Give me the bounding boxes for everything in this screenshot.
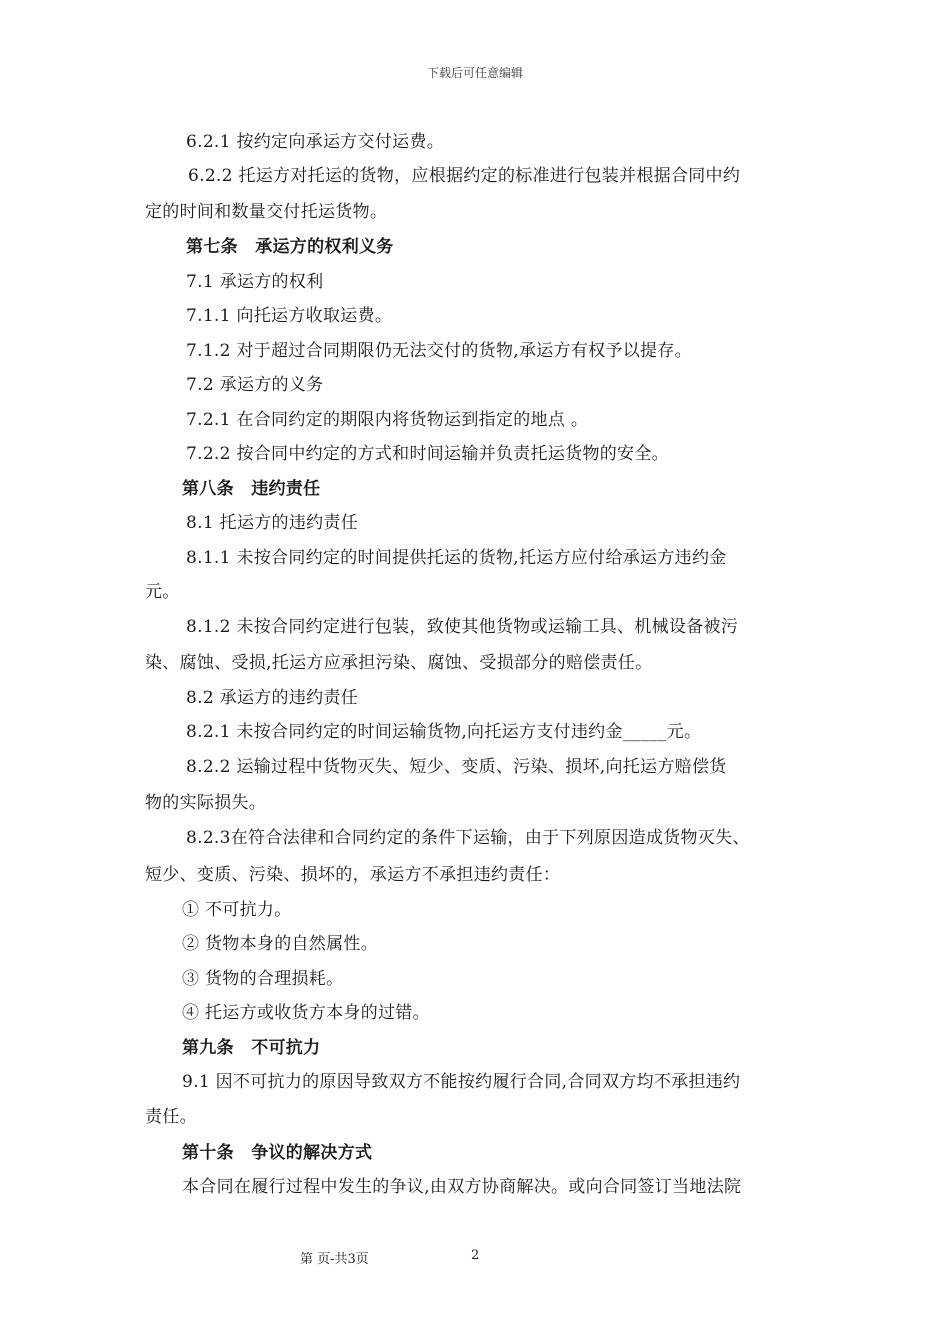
clause-7-2-1: 7.2.1 在合同约定的期限内将货物运到指定的地点 。 [186, 410, 589, 430]
clause-8-1-2-cont: 染、腐蚀、受损,托运方应承担污染、腐蚀、受损部分的赔偿责任。 [145, 653, 653, 673]
exemption-item-1: ① 不可抗力。 [182, 900, 292, 920]
clause-7-1-2: 7.1.2 对于超过合同期限仍无法交付的货物,承运方有权予以提存。 [186, 341, 692, 361]
exemption-item-3: ③ 货物的合理损耗。 [182, 969, 344, 989]
clause-6-2-2: 6.2.2 托运方对托运的货物，应根据约定的标准进行包装并根据合同中约 [188, 166, 741, 186]
clause-7-1-1: 7.1.1 向托运方收取运费。 [186, 306, 393, 326]
exemption-item-2: ② 货物本身的自然属性。 [182, 934, 379, 954]
clause-8-2: 8.2 承运方的违约责任 [186, 688, 359, 708]
clause-9-1: 9.1 因不可抗力的原因导致双方不能按约履行合同,合同双方均不承担违约 [182, 1072, 741, 1092]
clause-8-2-2: 8.2.2 运输过程中货物灭失、短少、变质、污染、损坏,向托运方赔偿货 [186, 757, 727, 777]
clause-8-1-1-cont: 元。 [145, 582, 180, 602]
clause-8-2-2-cont: 物的实际损失。 [145, 793, 267, 813]
exemption-item-4: ④ 托运方或收货方本身的过错。 [182, 1003, 430, 1023]
clause-8-2-3-cont: 短少、变质、污染、损坏的，承运方不承担违约责任： [145, 865, 561, 885]
footer-page-number: 2 [471, 1248, 480, 1263]
clause-7-1: 7.1 承运方的权利 [186, 272, 324, 292]
clause-7-2-2: 7.2.2 按合同中约定的方式和时间运输并负责托运货物的安全。 [186, 444, 669, 464]
clause-6-2-2-cont: 定的时间和数量交付托运货物。 [145, 202, 388, 222]
clause-8-1: 8.1 托运方的违约责任 [186, 513, 359, 533]
clause-8-2-1: 8.2.1 未按合同约定的时间运输货物,向托运方支付违约金_____元。 [186, 722, 702, 742]
clause-7-2: 7.2 承运方的义务 [186, 375, 324, 395]
clause-10-body: 本合同在履行过程中发生的争议,由双方协商解决。或向合同签订当地法院 [182, 1177, 742, 1197]
article-10-heading: 第十条 争议的解决方式 [182, 1143, 373, 1163]
clause-9-1-cont: 责任。 [145, 1107, 197, 1127]
clause-8-2-3: 8.2.3在符合法律和合同约定的条件下运输，由于下列原因造成货物灭失、 [186, 828, 750, 848]
clause-8-1-1: 8.1.1 未按合同约定的时间提供托运的货物,托运方应付给承运方违约金 [186, 548, 727, 568]
page-header: 下载后可任意编辑 [426, 66, 523, 80]
footer-page-label: 第 页-共3页 [300, 1252, 369, 1267]
article-9-heading: 第九条 不可抗力 [182, 1038, 321, 1058]
article-8-heading: 第八条 违约责任 [182, 479, 321, 499]
clause-8-1-2: 8.1.2 未按合同约定进行包装，致使其他货物或运输工具、机械设备被污 [186, 617, 739, 637]
article-7-heading: 第七条 承运方的权利义务 [186, 237, 394, 257]
clause-6-2-1: 6.2.1 按约定向承运方交付运费。 [186, 132, 445, 152]
